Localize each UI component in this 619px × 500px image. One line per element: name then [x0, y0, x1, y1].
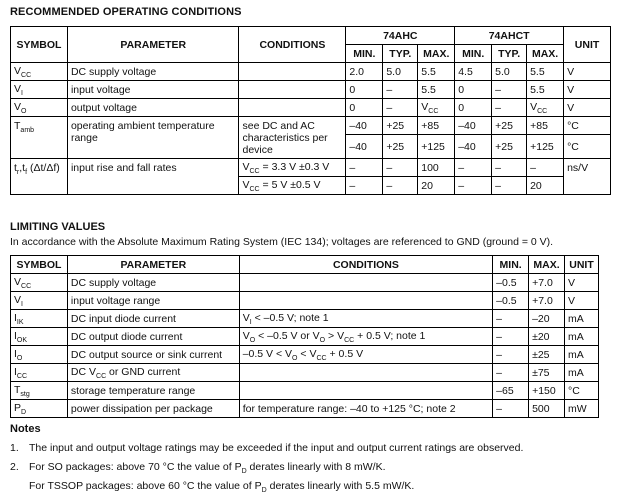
header-conditions: CONDITIONS — [239, 256, 492, 274]
conditions-cell: $V_{CC} = 3.3$ V ±0.3 V — [239, 159, 346, 177]
value-cell: 0 — [346, 99, 383, 117]
section-intro: In accordance with the Absolute Maximum Rating System (IEC 134); voltages are referenced to GND (ground = 0 V). — [10, 236, 554, 248]
unit-cell: mA — [565, 310, 599, 328]
min-cell: – — [493, 346, 529, 364]
value-cell: 5.0 — [492, 63, 527, 81]
conditions-cell — [239, 99, 346, 117]
value-cell: 20 — [527, 177, 564, 195]
parameter-cell: DC output source or sink current — [67, 346, 239, 364]
min-cell: – — [493, 400, 529, 418]
unit-cell: V — [564, 99, 611, 117]
value-cell: – — [383, 159, 418, 177]
symbol-cell: $t_r,t_f$ (Δt/Δf) — [11, 159, 68, 195]
recommended-operating-conditions-table — [10, 26, 611, 195]
value-cell: 5.5 — [418, 81, 455, 99]
header-parameter: PARAMETER — [67, 256, 239, 274]
header-symbol: SYMBOL — [11, 27, 68, 63]
min-cell: –0.5 — [493, 292, 529, 310]
parameter-cell: DC input diode current — [67, 310, 239, 328]
header-max: MAX. — [418, 45, 455, 63]
unit-cell: V — [564, 63, 611, 81]
header-unit: UNIT — [564, 27, 611, 63]
value-cell: $V_{CC}$ — [527, 99, 564, 117]
value-cell: – — [383, 177, 418, 195]
max-cell: ±25 — [529, 346, 565, 364]
parameter-cell: DC $V_{CC}$ or GND current — [67, 364, 239, 382]
value-cell: 20 — [418, 177, 455, 195]
table-row — [11, 328, 599, 346]
header-max: MAX. — [527, 45, 564, 63]
symbol-cell: $V_{CC}$ — [11, 63, 68, 81]
value-cell: +85 — [418, 117, 455, 135]
symbol-cell: $I_{CC}$ — [11, 364, 68, 382]
unit-cell: V — [565, 292, 599, 310]
value-cell: –40 — [455, 117, 492, 135]
value-cell: 0 — [455, 99, 492, 117]
value-cell: 0 — [346, 81, 383, 99]
conditions-cell: $V_I < -0.5$ V; note 1 — [239, 310, 492, 328]
max-cell: +7.0 — [529, 274, 565, 292]
header-typ: TYP. — [492, 45, 527, 63]
value-cell: – — [383, 99, 418, 117]
parameter-cell: DC supply voltage — [67, 274, 239, 292]
header-unit: UNIT — [565, 256, 599, 274]
unit-cell: V — [565, 274, 599, 292]
parameter-cell: DC supply voltage — [67, 63, 239, 81]
value-cell: +25 — [492, 135, 527, 159]
unit-cell: °C — [565, 382, 599, 400]
unit-cell: °C — [564, 135, 611, 159]
notes-title: Notes — [10, 423, 41, 435]
conditions-cell — [239, 364, 492, 382]
value-cell: $V_{CC}$ — [418, 99, 455, 117]
value-cell: +25 — [383, 135, 418, 159]
header-typ: TYP. — [383, 45, 418, 63]
conditions-cell: for temperature range: –40 to +125 °C; note 2 — [239, 400, 492, 418]
value-cell: 5.5 — [527, 81, 564, 99]
unit-cell: ns/V — [564, 159, 611, 195]
note-1: 1. The input and output voltage ratings may be exceeded if the input and output current ratings are observed. — [10, 442, 524, 454]
value-cell: – — [527, 159, 564, 177]
header-group-74ahct: 74AHCT — [455, 27, 564, 45]
header-parameter: PARAMETER — [67, 27, 239, 63]
table-row — [11, 63, 611, 81]
table-row — [11, 81, 611, 99]
value-cell: – — [346, 159, 383, 177]
conditions-cell: $V_{CC} = 5$ V ±0.5 V — [239, 177, 346, 195]
symbol-cell: $V_{CC}$ — [11, 274, 68, 292]
section-title-limiting: LIMITING VALUES — [10, 221, 106, 233]
unit-cell: °C — [564, 117, 611, 135]
max-cell: –20 — [529, 310, 565, 328]
table-row — [11, 99, 611, 117]
header-max: MAX. — [529, 256, 565, 274]
unit-cell: mW — [565, 400, 599, 418]
parameter-cell: operating ambient temperature range — [67, 117, 239, 159]
symbol-cell: $I_{OK}$ — [11, 328, 68, 346]
value-cell: –40 — [455, 135, 492, 159]
value-cell: – — [492, 159, 527, 177]
value-cell: 5.5 — [527, 63, 564, 81]
symbol-cell: $V_I$ — [11, 292, 68, 310]
unit-cell: mA — [565, 364, 599, 382]
value-cell: – — [346, 177, 383, 195]
value-cell: 5.5 — [418, 63, 455, 81]
symbol-cell: $P_D$ — [11, 400, 68, 418]
header-symbol: SYMBOL — [11, 256, 68, 274]
conditions-cell — [239, 292, 492, 310]
symbol-cell: $V_O$ — [11, 99, 68, 117]
value-cell: – — [455, 177, 492, 195]
max-cell: +7.0 — [529, 292, 565, 310]
table-row — [11, 364, 599, 382]
header-min: MIN. — [346, 45, 383, 63]
min-cell: – — [493, 364, 529, 382]
table-row — [11, 382, 599, 400]
header-min: MIN. — [455, 45, 492, 63]
table-row — [11, 310, 599, 328]
parameter-cell: input rise and fall rates — [67, 159, 239, 195]
symbol-cell: $I_O$ — [11, 346, 68, 364]
min-cell: – — [493, 310, 529, 328]
parameter-cell: output voltage — [67, 99, 239, 117]
value-cell: +125 — [418, 135, 455, 159]
conditions-cell — [239, 63, 346, 81]
conditions-cell: see DC and AC characteristics per device — [239, 117, 346, 159]
value-cell: +25 — [492, 117, 527, 135]
table-row — [11, 346, 599, 364]
parameter-cell: input voltage range — [67, 292, 239, 310]
table-row — [11, 274, 599, 292]
parameter-cell: storage temperature range — [67, 382, 239, 400]
conditions-cell: $V_O < -0.5$ V or $V_O > V_{CC} + 0.5$ V; note 1 — [239, 328, 492, 346]
value-cell: 2.0 — [346, 63, 383, 81]
value-cell: 0 — [455, 81, 492, 99]
table-row — [11, 159, 611, 177]
max-cell: ±20 — [529, 328, 565, 346]
value-cell: – — [455, 159, 492, 177]
value-cell: – — [492, 81, 527, 99]
symbol-cell: $I_{IK}$ — [11, 310, 68, 328]
parameter-cell: input voltage — [67, 81, 239, 99]
value-cell: – — [492, 177, 527, 195]
section-title-recommended: RECOMMENDED OPERATING CONDITIONS — [10, 6, 242, 18]
conditions-cell — [239, 274, 492, 292]
value-cell: – — [383, 81, 418, 99]
note-2: 2. For SO packages: above 70 °C the value of $P_D$ derates linearly with 8 mW/K. — [10, 461, 386, 475]
value-cell: 4.5 — [455, 63, 492, 81]
value-cell: – — [492, 99, 527, 117]
limiting-values-table — [10, 255, 599, 418]
value-cell: –40 — [346, 135, 383, 159]
table-row — [11, 292, 599, 310]
table-row — [11, 400, 599, 418]
value-cell: 100 — [418, 159, 455, 177]
header-group-74ahc: 74AHC — [346, 27, 455, 45]
unit-cell: mA — [565, 328, 599, 346]
header-conditions: CONDITIONS — [239, 27, 346, 63]
symbol-cell: $T_{stg}$ — [11, 382, 68, 400]
parameter-cell: power dissipation per package — [67, 400, 239, 418]
min-cell: –65 — [493, 382, 529, 400]
table-row — [11, 117, 611, 135]
symbol-cell: $T_{amb}$ — [11, 117, 68, 159]
max-cell: ±75 — [529, 364, 565, 382]
unit-cell: V — [564, 81, 611, 99]
min-cell: – — [493, 328, 529, 346]
max-cell: 500 — [529, 400, 565, 418]
value-cell: 5.0 — [383, 63, 418, 81]
value-cell: +85 — [527, 117, 564, 135]
parameter-cell: DC output diode current — [67, 328, 239, 346]
max-cell: +150 — [529, 382, 565, 400]
value-cell: +25 — [383, 117, 418, 135]
value-cell: –40 — [346, 117, 383, 135]
conditions-cell — [239, 81, 346, 99]
value-cell: +125 — [527, 135, 564, 159]
header-min: MIN. — [493, 256, 529, 274]
symbol-cell: $V_I$ — [11, 81, 68, 99]
note-2-continued: For TSSOP packages: above 60 °C the value of $P_D$ derates linearly with 5.5 mW/K. — [29, 480, 415, 494]
unit-cell: mA — [565, 346, 599, 364]
min-cell: –0.5 — [493, 274, 529, 292]
conditions-cell — [239, 382, 492, 400]
conditions-cell: –0.5 $V < V_O < V_{CC} + 0.5$ V — [239, 346, 492, 364]
